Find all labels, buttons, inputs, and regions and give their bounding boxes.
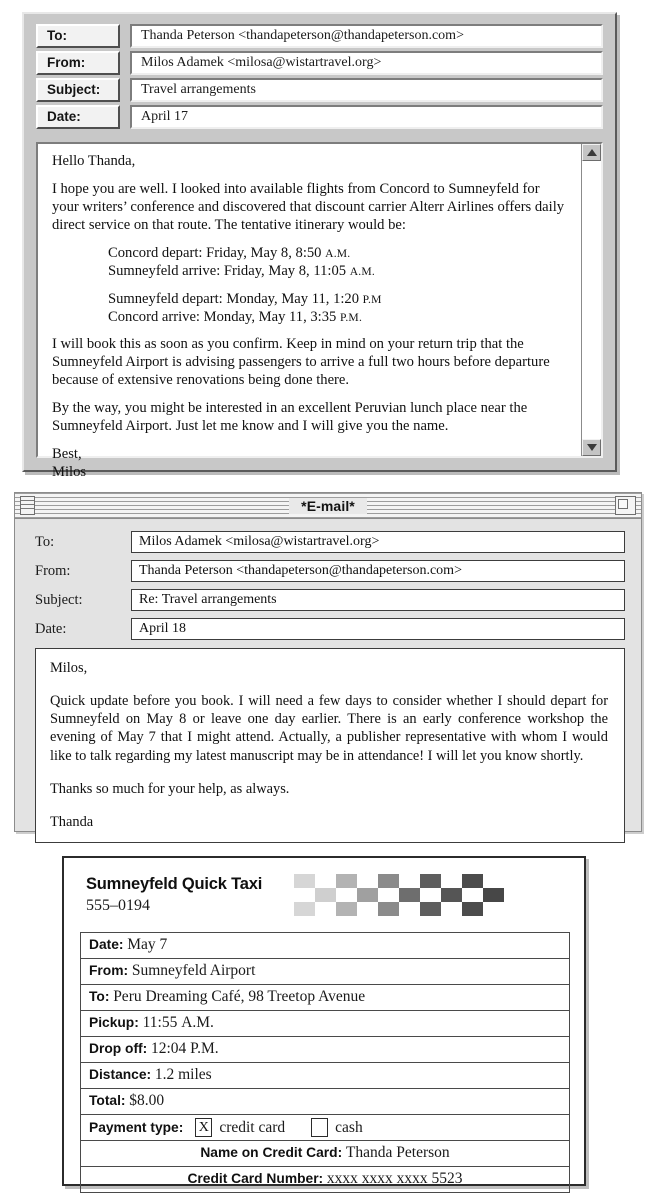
body-greeting: Hello Thanda, [52,153,136,169]
checker-cell [399,888,420,902]
field-value-date[interactable]: April 18 [131,618,625,640]
row-label: Pickup: [89,1015,139,1030]
receipt-row-dropoff [81,1037,569,1063]
itinerary-return [52,290,569,326]
checker-cell [294,874,315,888]
field-label-from: From: [35,562,71,579]
checker-cell [462,874,483,888]
row-label: Date: [89,937,124,952]
receipt-row-card-number [81,1167,569,1193]
receipt-row-date [81,933,569,959]
field-row-to [35,531,625,553]
row-label: To: [89,989,110,1004]
checker-cell [294,888,315,902]
email-window-original [22,12,617,481]
checker-cell [441,888,462,902]
payment-option-cash: cash [335,1118,363,1136]
checker-cell [483,902,504,916]
itinerary-line [108,244,569,262]
triangle-up-icon [587,149,597,156]
receipt-brand [86,875,262,915]
itinerary-leg: Sumneyfeld depart: Monday, May 11, 1:20 [108,290,363,307]
row-label: Total: [89,1093,126,1108]
body-signoff: Best, [52,446,82,463]
receipt-row-distance [81,1063,569,1089]
row-value: $8.00 [129,1092,165,1109]
checker-cell [315,888,336,902]
row-label: Distance: [89,1067,152,1082]
row-label: From: [89,963,129,978]
receipt-row-pickup [81,1011,569,1037]
checker-cell [357,902,378,916]
email-window-content [36,24,603,481]
itinerary-leg: Sumneyfeld arrive: Friday, May 8, 11:05 [108,263,350,280]
receipt-row-to [81,985,569,1011]
itinerary-line [108,262,569,280]
row-value: May 7 [127,936,168,953]
field-value-to[interactable]: Thanda Peterson <thandapeterson@thandapeterson.com> [130,24,603,48]
receipt-details-table [80,932,570,1193]
itinerary-leg: Concord depart: Friday, May 8, 8:50 [108,245,326,262]
taxi-receipt [62,856,586,1186]
body-paragraph-1: Quick update before you book. I will need a few days to consider whether I should depart for Sumneyfeld on May 8 or leave one day earlier. There is an early conference workshop the evening of May 7 that I might attend. Actually, a publisher representative with whom I would like to talk regarding my latest manuscript may be in attendance! I will let you know shortly. [50,693,608,764]
row-value: 1.2 miles [154,1066,212,1083]
card-name-label: Name on Credit Card: [200,1145,343,1160]
card-name-value: Thanda Peterson [345,1144,450,1161]
itinerary-ampm: P.M [362,292,382,306]
body-paragraph-3: By the way, you might be interested in an excellent Peruvian lunch place near the Sumneyfeld Airport. Just let me know and I will give you the name. [52,400,528,435]
itinerary-line [108,308,569,326]
field-row-from [35,560,625,582]
email-body-text [38,144,581,481]
checker-cell [357,874,378,888]
body-signature: Thanda [50,813,94,830]
checker-cell [441,874,462,888]
receipt-header [64,858,584,926]
field-row-to [36,24,603,48]
field-row-from [36,51,603,75]
field-value-from[interactable]: Milos Adamek <milosa@wistartravel.org> [130,51,603,75]
card-number-value: xxxx xxxx xxxx 5523 [326,1170,463,1187]
company-phone: 555–0194 [86,897,150,914]
email-body-frame [36,142,603,481]
scrollbar-track[interactable] [582,161,601,439]
checker-cell [399,874,420,888]
checker-cell [483,888,504,902]
field-row-subject [35,589,625,611]
field-label-to: To: [35,533,55,550]
checker-cell [420,874,441,888]
checker-cell [357,888,378,902]
receipt-row-total [81,1089,569,1115]
row-ampm: P.M. [190,1040,219,1057]
payment-option-credit-card: credit card [219,1118,286,1136]
body-paragraph-1: I hope you are well. I looked into available flights from Concord to Sumneyfeld for your writers’ conference and discovered that discount carrier Alterr Airlines offers daily direct service on that route. The tentative itinerary would be: [52,181,565,234]
checker-cell [378,902,399,916]
company-name: Sumneyfeld Quick Taxi [86,875,263,893]
field-row-subject [36,78,603,102]
triangle-down-icon [587,444,597,451]
checker-cell [483,874,504,888]
card-number-label: Credit Card Number: [187,1171,324,1186]
field-label-subject: Subject: [35,591,83,608]
row-value: Peru Dreaming Café, 98 Treetop Avenue [113,988,366,1005]
checker-cell [462,902,483,916]
checker-cell [399,902,420,916]
itinerary-line [108,290,569,308]
checker-cell [420,888,441,902]
zoom-box-icon[interactable] [615,496,636,515]
row-value: Sumneyfeld Airport [131,962,256,979]
body-paragraph-2: Thanks so much for your help, as always. [50,780,290,797]
checker-cell [336,874,357,888]
body-greeting: Milos, [50,660,88,676]
itinerary-ampm: A.M. [349,265,375,279]
checker-cell [294,902,315,916]
payment-type-label: Payment type: [89,1119,184,1135]
scroll-up-button[interactable] [582,144,601,161]
vertical-scrollbar[interactable] [581,144,601,456]
checkbox-cash[interactable] [311,1118,328,1137]
scroll-down-button[interactable] [582,439,601,456]
reply-body-text[interactable] [35,648,625,843]
checker-cell [378,888,399,902]
field-label-date: Date: [36,105,120,129]
receipt-row-from [81,959,569,985]
checker-cell [336,902,357,916]
itinerary-leg: Concord arrive: Monday, May 11, 3:35 [108,308,340,325]
itinerary-ampm: P.M. [339,310,363,324]
field-row-date [35,618,625,640]
field-label-to: To: [36,24,120,48]
checker-cell [378,874,399,888]
reply-window-content [15,519,641,857]
window-titlebar[interactable] [15,493,641,519]
checkerboard-taxi-icon [294,874,504,916]
field-row-date [36,105,603,129]
row-value: 11:55 [142,1014,182,1031]
body-signature: Milos [52,464,87,481]
itinerary-ampm: A.M. [325,247,351,261]
field-value-to[interactable]: Milos Adamek <milosa@wistartravel.org> [131,531,625,553]
window-title: *E-mail* [289,498,367,514]
field-label-from: From: [36,51,120,75]
checker-cell [315,902,336,916]
field-value-subject[interactable]: Re: Travel arrangements [131,589,625,611]
row-label: Drop off: [89,1041,148,1056]
checker-cell [336,888,357,902]
row-ampm: A.M. [181,1014,214,1031]
row-value: 12:04 [150,1040,191,1057]
email-window-reply [14,492,642,832]
close-box-icon[interactable] [20,496,35,515]
receipt-row-card-name [81,1141,569,1167]
checker-cell [462,888,483,902]
checker-cell [420,902,441,916]
checker-cell [315,874,336,888]
receipt-row-payment-type [81,1115,569,1141]
itinerary-outbound [52,244,569,280]
field-value-date[interactable]: April 17 [130,105,603,129]
field-label-date: Date: [35,620,67,637]
field-value-from[interactable]: Thanda Peterson <thandapeterson@thandapeterson.com> [131,560,625,582]
field-label-subject: Subject: [36,78,120,102]
body-paragraph-2: I will book this as soon as you confirm. Keep in mind on your return trip that the Sumneyfeld Airport is advising passengers to arrive a full two hours before departure because of extensive renovations being done there. [52,335,550,388]
checker-cell [441,902,462,916]
checkbox-credit-card[interactable]: X [195,1118,212,1137]
field-value-subject[interactable]: Travel arrangements [130,78,603,102]
